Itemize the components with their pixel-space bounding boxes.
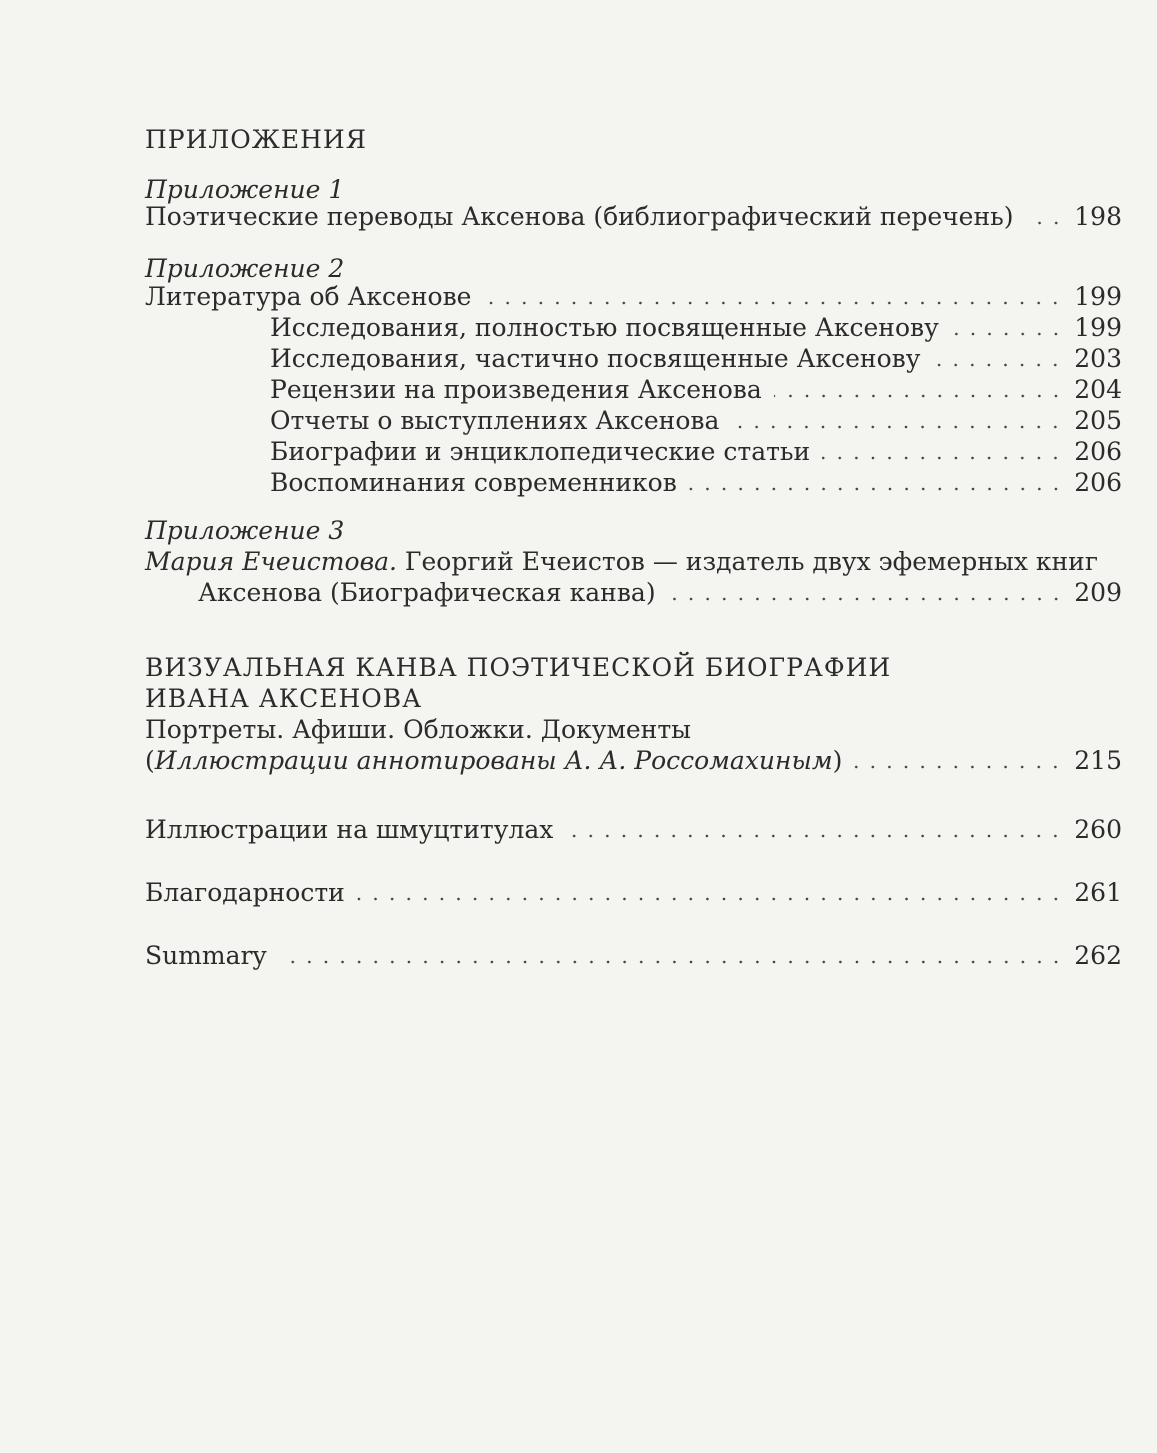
entry-title-part: Георгий Ечеистов — издатель двух эфемерных книг [396,547,1098,576]
appendices-heading: ПРИЛОЖЕНИЯ [145,125,367,154]
toc-subentry [270,343,1122,375]
dot-leader [689,487,1064,491]
toc-entry-page: 206 [1074,437,1122,466]
toc-entry [145,940,1122,972]
toc-entry-page: 199 [1074,282,1122,311]
annotation-text: Иллюстрации аннотированы А. А. Россомахиным [154,746,833,775]
toc-entry-title: Поэтические переводы Аксенова (библиографический перечень) [145,202,1014,231]
toc-entry [145,745,1122,777]
toc-subentry [270,436,1122,468]
dot-leader [822,456,1064,460]
dot-leader [1026,221,1065,225]
dot-leader [279,960,1064,964]
toc-entry-title [145,745,842,777]
toc-entry [145,201,1122,233]
visual-heading-line1: ВИЗУАЛЬНАЯ КАНВА ПОЭТИЧЕСКОЙ БИОГРАФИИ [145,653,892,682]
appendix-1-label: Приложение 1 [145,175,345,204]
toc-entry-page: 260 [1074,815,1122,844]
toc-entry-title: Отчеты о выступлениях Аксенова [270,406,720,435]
dot-leader [668,597,1064,601]
visual-subtitle: Портреты. Афиши. Обложки. Документы [145,715,692,744]
author-name: Мария Ечеистова. [145,547,397,576]
visual-heading-line2: ИВАНА АКСЕНОВА [145,684,423,713]
toc-entry-title: Литература об Аксенове [145,282,472,311]
dot-leader [357,897,1064,901]
dot-leader [483,301,1064,305]
toc-entry-page: 261 [1074,878,1122,907]
toc-entry-page: 205 [1074,406,1122,435]
appendix-3-label: Приложение 3 [145,516,345,545]
toc-entry-title: Исследования, частично посвященные Аксенову [270,344,921,373]
appendix-2-label: Приложение 2 [145,254,345,283]
toc-entry [198,577,1122,609]
dot-leader [731,425,1064,429]
toc-entry [145,814,1122,846]
dot-leader [774,394,1064,398]
toc-entry [145,281,1122,313]
toc-entry-title: Рецензии на произведения Аксенова [270,375,762,404]
toc-subentry [270,312,1122,344]
appendix-3-line [145,546,1098,578]
dot-leader [932,363,1064,367]
toc-entry [145,877,1122,909]
dot-leader [951,332,1064,336]
toc-subentry [270,405,1122,437]
toc-entry-page: 209 [1074,578,1122,607]
toc-entry-title: Иллюстрации на шмуцтитулах [145,815,554,844]
toc-entry-title: Благодарности [145,878,345,907]
toc-entry-title: Summary [145,941,267,970]
toc-entry-title: Исследования, полностью посвященные Аксенову [270,313,939,342]
toc-subentry [270,374,1122,406]
toc-entry-page: 206 [1074,468,1122,497]
toc-entry-page: 215 [1074,746,1122,775]
toc-entry-title: Биографии и энциклопедические статьи [270,437,811,466]
toc-entry-title: Воспоминания современников [270,468,677,497]
toc-entry-page: 199 [1074,313,1122,342]
toc-entry-page: 262 [1074,941,1122,970]
toc-entry-title: Аксенова (Биографическая канва) [198,578,656,607]
toc-entry-page: 204 [1074,375,1122,404]
toc-entry-page: 198 [1074,202,1122,231]
paren-close: ) [832,746,843,775]
toc-entry-page: 203 [1074,344,1122,373]
dot-leader [565,834,1064,838]
dot-leader [854,765,1064,769]
paren-open: ( [145,746,155,775]
toc-subentry [270,467,1122,499]
